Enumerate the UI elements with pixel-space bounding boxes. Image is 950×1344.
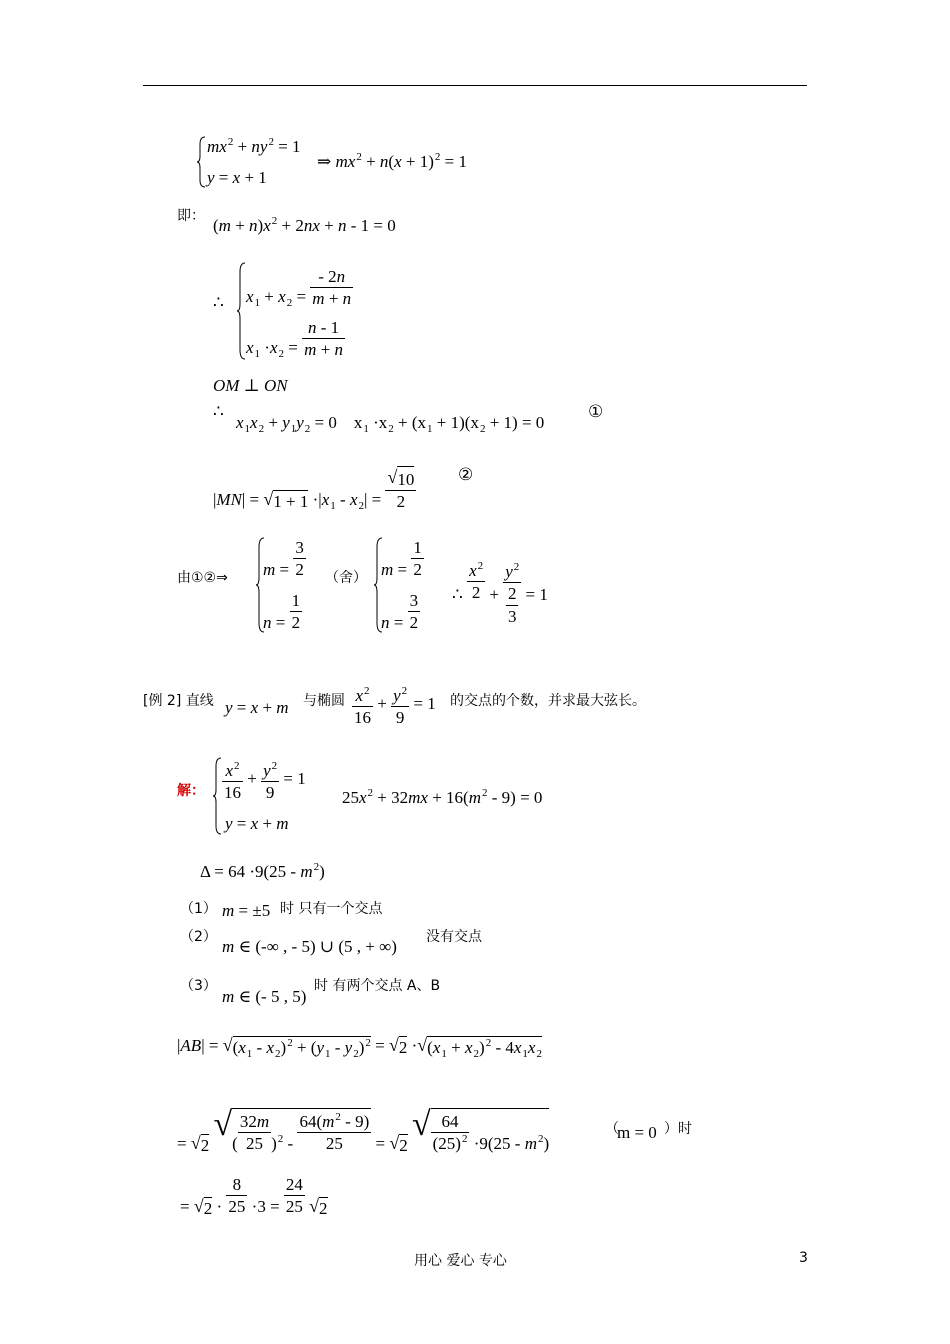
circle-one: ① [588,402,604,421]
eq-case3: m ∈ (- 5 , 5) [222,987,307,1006]
page-number: 3 [799,1250,808,1266]
solution-label: 解： [177,783,205,799]
eq-system-1a: $mx^2 + ny^2 = 1$ [207,136,301,156]
eq-ellipse: $\frac{x^2}{16}$ + $\frac{y^2}{9}$ = 1 [354,685,436,728]
circle-two: ② [458,465,474,484]
eq-vieta-sum: $x_1 + x_2$ = $\frac{- 2n}{m + n}$ [246,267,352,309]
example2-label: [例 2] 直线 [143,693,214,709]
case2-tail: 没有交点 [426,929,482,945]
eq-vieta-product: $x_1 \cdot x_2$ = $\frac{n - 1}{m + n}$ [246,318,343,360]
eq-ellipse-result: ∴ $\frac{x^2}{2}$ + $\frac{y^2}{\frac{2}{3}}$ = 1 [452,560,548,626]
eq-m-accepted: m = $\frac{1}{2}$ [381,538,422,580]
eq-perpendicular: OM ⊥ ON [213,376,288,395]
brace-5 [212,757,222,835]
therefore-2: ∴ [213,402,224,421]
header-rule [143,85,807,86]
eq-line: y = x + m [225,698,289,717]
eq-ab-expand: = √ 2 √ ( $\frac{32m}{25}$ )$^2$ - $\frac{64(m^2 - 9)}{25}$ = √ 2 √ $\frac{64}{(25)^2}$ $\cdot 9(25 - m^2)$ [177,1106,550,1155]
ji-label: 即： [177,208,205,224]
eq-substituted: ⇒ $mx^2 + n(x + 1)^2 = 1$ [317,151,467,171]
case3-tail: 时 有两个交点 A、B [314,978,441,994]
brace-2 [236,262,246,360]
eq-n-rejected: n = $\frac{1}{2}$ [263,591,301,633]
eq-sys2-ellipse: $\frac{x^2}{16}$ + $\frac{y^2}{9}$ = 1 [224,760,306,803]
eq-discriminant: $\Delta = 64 \cdot 9(25 - m^2)$ [200,861,325,881]
eq-ab-length: |AB| = √ $(x_1 - x_2)^2 + (y_1 - y_2)^2$ = √ 2 · √ $(x_1 + x_2)^2 - 4x_1x_2$ [177,1035,542,1060]
eq-case2: m ∈ (-∞ , - 5) ∪ (5 , + ∞) [222,937,397,956]
eq-n-accepted: n = $\frac{3}{2}$ [381,591,419,633]
case3-label: （3） [180,978,217,994]
case1-label: （1） [180,901,217,917]
example2-mid: 与椭圆 [303,693,345,709]
eq-quadratic: $(m + n)x^2 + 2nx + n - 1 = 0$ [213,215,396,235]
eq-m-zero: m = 0 [617,1123,657,1142]
eq-case1: m = ±5 [222,901,271,920]
you-label: 由①②⇒ [177,570,228,586]
therefore-1: ∴ [213,293,224,312]
m0-close: ）时 [664,1121,692,1137]
case2-label: （2） [180,929,217,945]
eq-m-rejected: m = $\frac{3}{2}$ [263,538,304,580]
eq-system-1b: y = x + 1 [207,168,267,187]
example2-tail: 的交点的个数，并求最大弦长。 [450,693,646,709]
eq-sys2-quadratic: $25x^2 + 32mx + 16(m^2 - 9) = 0$ [342,787,543,807]
eq-ab-final: = √ 2 · $\frac{8}{25}$ ·3 = $\frac{24}{25}$ √ 2 [180,1175,328,1218]
brace-1 [196,136,206,188]
footer-text: 用心 爱心 专心 [414,1253,507,1269]
m0-open: （ [605,1121,619,1137]
eq-chord-length: |MN| = √ 1 + 1 $\cdot|x_1 - x_2|$ = √ 10 2 [213,467,415,513]
case1-tail: 时 只有一个交点 [280,901,383,917]
eq-sys2-line: y = x + m [225,814,289,833]
eq-dot-product: $x_1x_2 + y_1y_2 = 0$ $x_1 \cdot x_2 + (x_1 + 1)(x_2 + 1) = 0$ [236,413,545,435]
she-label: （舍） [325,570,367,586]
